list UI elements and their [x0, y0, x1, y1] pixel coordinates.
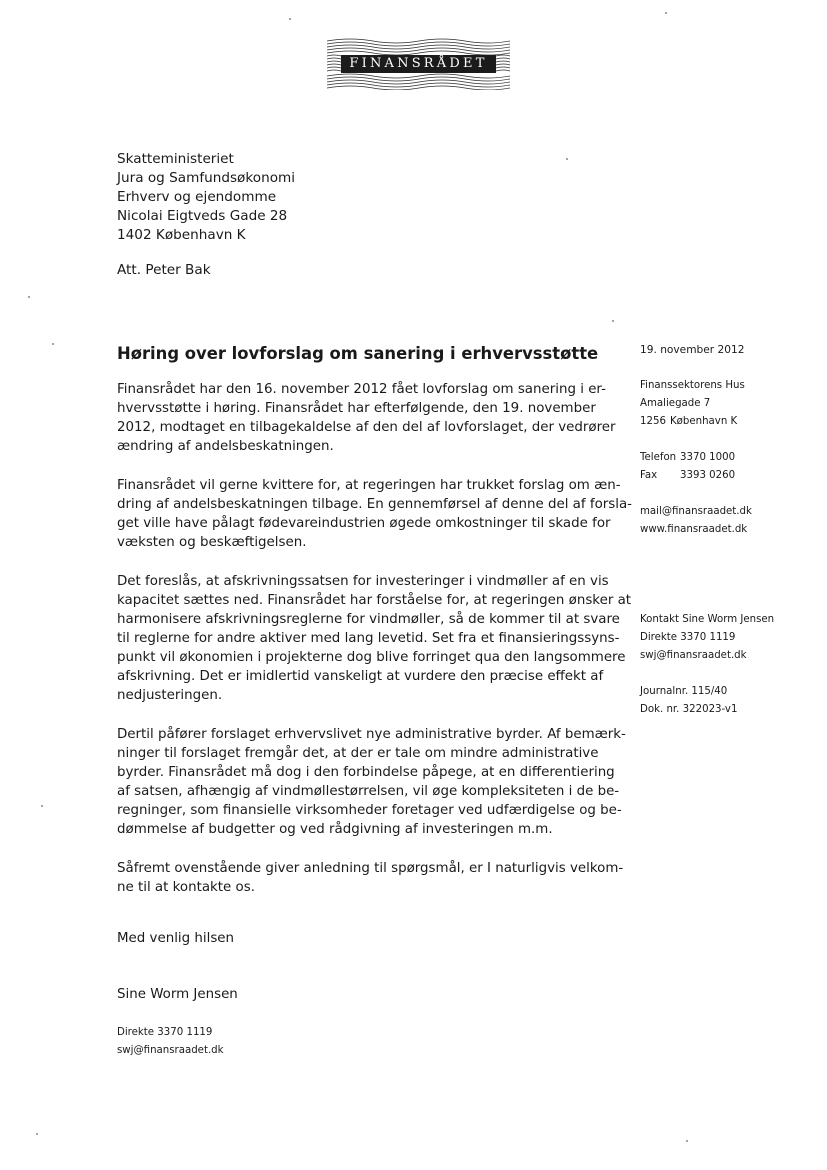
contact-person: Kontakt Sine Worm Jensen — [640, 614, 775, 625]
scan-speck — [41, 805, 43, 807]
fax-label: Fax — [640, 470, 658, 481]
recipient-address — [117, 150, 295, 245]
recipient-line: Skatteministeriet — [117, 151, 234, 167]
recipient-line: Erhverv og ejendomme — [117, 189, 277, 205]
body-line: ændring af andelsbeskatningen. — [117, 439, 334, 454]
scan-speck — [612, 320, 614, 322]
body-line: Finansrådet har den 16. november 2012 fået lovforslag om sanering i er- — [117, 382, 606, 397]
recipient-line: Nicolai Eigtveds Gade 28 — [117, 208, 288, 224]
body-line: regninger, som finansielle virksomheder foretager ved udfærdigelse og be- — [117, 803, 622, 818]
signer-direct-phone: Direkte 3370 1119 — [117, 1027, 213, 1038]
body-line: væksten og beskæftigelsen. — [117, 535, 307, 550]
body-line: 2012, modtaget en tilbagekaldelse af den del af lovforslaget, der vedrører — [117, 420, 616, 435]
body-paragraph — [117, 476, 633, 552]
scan-speck — [36, 1133, 38, 1135]
closing-salutation: Med venlig hilsen — [117, 931, 235, 946]
contact-email: swj@finansraadet.dk — [640, 650, 747, 661]
body-line: ninger til forslaget fremgår det, at der er tale om mindre administrative — [117, 746, 599, 761]
body-line: nedjusteringen. — [117, 688, 223, 703]
body-paragraph — [117, 380, 616, 456]
body-line: af satsen, afhængig af vindmøllestørrelsen, vil øge kompleksiteten i de be- — [117, 784, 620, 799]
body-line: til reglerne for andre aktiver med lang levetid. Set fra et finansieringssyns- — [117, 631, 620, 646]
body-line: dring af andelsbeskatningen tilbage. En gennemførsel af denne del af forsla- — [117, 497, 633, 512]
body-line: dømmelse af budgetter og ved rådgivning af investeringen m.m. — [117, 822, 553, 837]
scan-speck — [686, 1140, 688, 1142]
sender-info-sidebar — [640, 341, 820, 719]
body-paragraph — [117, 572, 632, 705]
body-line: harmonisere afskrivningsreglerne for vindmøller, så de kommer til at svare — [117, 612, 620, 627]
sender-postal-city — [640, 413, 820, 431]
logo-wordmark: FINANSRÅDET — [341, 55, 496, 73]
body-line: afskrivning. Det er imidlertid vanskeligt at vurdere den præcise effekt af — [117, 669, 604, 684]
scan-speck — [289, 18, 291, 20]
body-line: ne til at kontakte os. — [117, 880, 255, 895]
body-paragraph — [117, 725, 626, 839]
letter-date: 19. november 2012 — [640, 344, 745, 356]
attention-line: Att. Peter Bak — [117, 262, 211, 278]
contact-direct-phone: Direkte 3370 1119 — [640, 632, 736, 643]
body-line: get ville have pålagt fødevareindustrien øgede omkostninger til skade for — [117, 516, 611, 531]
sender-email: mail@finansraadet.dk — [640, 506, 752, 517]
body-line: Dertil påfører forslaget erhvervslivet nye administrative byrder. Af bemærk- — [117, 727, 626, 742]
sender-postal-code: 1256 — [640, 416, 666, 427]
sender-street: Amaliegade 7 — [640, 398, 711, 409]
signer-contact — [117, 1024, 224, 1060]
recipient-line: Jura og Samfundsøkonomi — [117, 170, 296, 186]
letter-body — [117, 380, 633, 917]
recipient-line: 1402 København K — [117, 227, 246, 243]
body-line: hvervsstøtte i høring. Finansrådet har efterfølgende, den 19. november — [117, 401, 596, 416]
scan-speck — [566, 158, 568, 160]
journal-number: Journalnr. 115/40 — [640, 686, 728, 697]
scan-speck — [665, 12, 667, 14]
body-line: Såfremt ovenstående giver anledning til spørgsmål, er I naturligvis velkom- — [117, 861, 624, 876]
body-line: byrder. Finansrådet må dog i den forbindelse påpege, at en differentiering — [117, 765, 615, 780]
scan-speck — [52, 343, 54, 345]
sender-fax — [640, 467, 820, 485]
document-number: Dok. nr. 322023-v1 — [640, 704, 738, 715]
finansraadet-logo — [327, 38, 510, 90]
letter-heading: Høring over lovforslag om sanering i erhvervsstøtte — [117, 344, 599, 363]
body-line: Det foreslås, at afskrivningssatsen for investeringer i vindmøller af en vis — [117, 574, 609, 589]
body-line: Finansrådet vil gerne kvittere for, at regeringen har trukket forslag om æn- — [117, 478, 621, 493]
phone-label: Telefon — [640, 452, 677, 463]
signer-email: swj@finansraadet.dk — [117, 1045, 224, 1056]
sender-city: København K — [670, 416, 738, 427]
scan-speck — [28, 296, 30, 298]
sender-website: www.finansraadet.dk — [640, 524, 748, 535]
body-line: punkt vil økonomien i projekterne dog blive forringet qua den langsommere — [117, 650, 626, 665]
sender-phone — [640, 449, 820, 467]
phone-number: 3370 1000 — [680, 452, 736, 463]
fax-number: 3393 0260 — [680, 470, 736, 481]
body-line: kapacitet sættes ned. Finansrådet har forståelse for, at regeringen ønsker at — [117, 593, 632, 608]
sender-organization: Finanssektorens Hus — [640, 380, 745, 391]
signer-name: Sine Worm Jensen — [117, 987, 238, 1002]
body-paragraph — [117, 859, 624, 897]
